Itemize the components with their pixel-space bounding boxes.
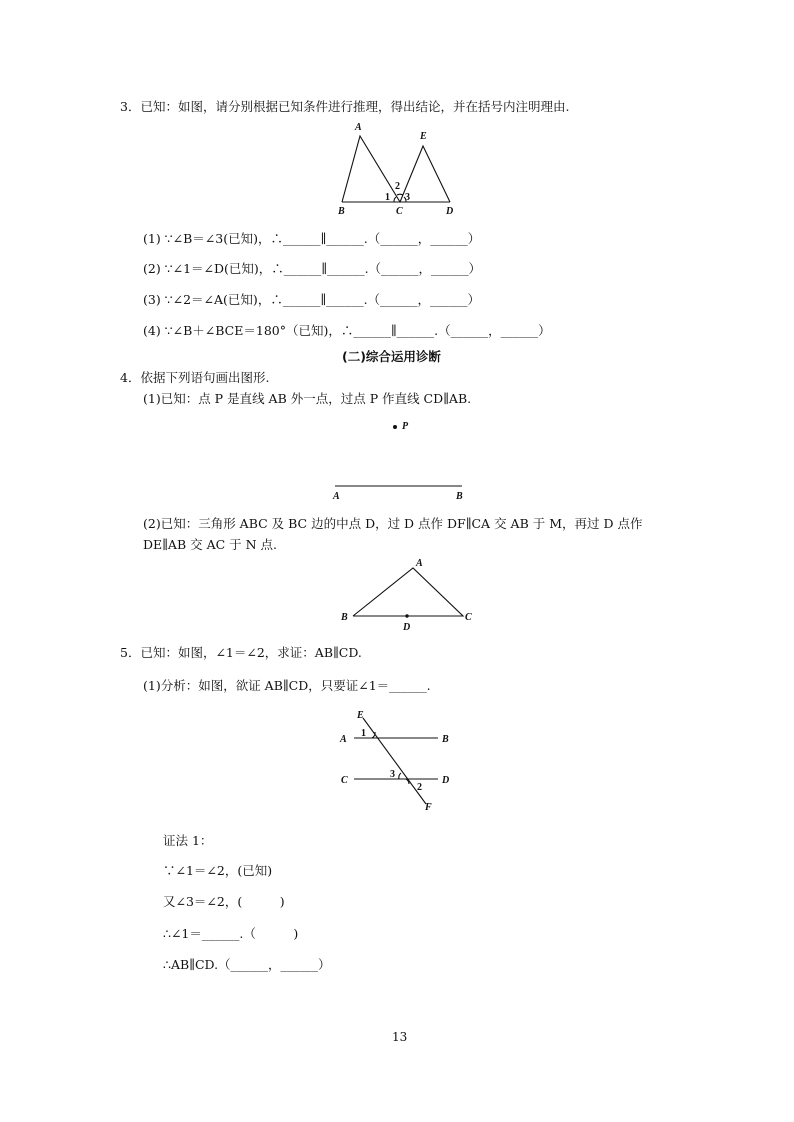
label-a: A [416,558,423,569]
label-d: D [403,622,411,633]
q4-stem: 4．依据下列语句画出图形. [120,370,270,385]
label-angle-2: 2 [417,782,422,793]
proof-line-2: 又∠3＝∠2，( ) [163,894,285,909]
label-angle-3: 3 [390,769,395,780]
label-a: A [333,491,340,502]
label-angle-2: 2 [395,181,400,192]
q5-stem: 5．已知：如图，∠1＝∠2，求证：AB∥CD. [120,645,362,660]
q3-item-2: (2) ∵∠1＝∠D(已知)，∴______∥______.（______，______） [143,261,482,276]
label-e: E [420,131,427,142]
q5-parallel-lines-figure [335,706,465,816]
label-f: F [425,802,432,813]
q3-item-1: (1) ∵∠B＝∠3(已知)，∴______∥______.（______，______） [143,231,481,246]
label-b: B [456,491,463,502]
proof-line-1: ∵∠1＝∠2，(已知) [163,863,273,878]
q4-fig2 [335,556,480,636]
triangle-abc-sides [342,136,400,202]
q3-item-4: (4) ∵∠B＋∠BCE＝180°（已知)，∴______∥______.（______，______） [143,323,551,338]
label-d: D [442,775,450,786]
triangle-abc [353,568,463,616]
q3-item-3: (3) ∵∠2＝∠A(已知)，∴______∥______.（______，______） [143,292,481,307]
label-c: C [341,775,348,786]
page-number: 13 [392,1030,408,1044]
proof-line-4: ∴AB∥CD.（______，______） [163,957,331,972]
point-p [393,425,397,429]
label-b: B [341,612,348,623]
label-e: E [357,710,364,721]
proof-line-3: ∴∠1＝______.（ ) [163,926,299,941]
q4-part2-line2: DE∥AB 交 AC 于 N 点. [143,537,278,552]
label-angle-1: 1 [385,192,390,203]
label-angle-3: 3 [405,192,410,203]
label-b: B [338,206,345,217]
label-p: P [402,421,409,432]
q4-fig1 [330,415,470,505]
proof-title: 证法 1： [163,833,213,848]
label-d: D [446,206,454,217]
section-title: (二)综合运用诊断 [342,349,441,364]
label-c: C [396,206,403,217]
q3-triangle-figure [330,118,470,218]
label-b: B [442,734,449,745]
q4-part2-line1: (2)已知：三角形 ABC 及 BC 边的中点 D，过 D 点作 DF∥CA 交 AB 于 M，再过 D 点作 [143,516,643,531]
label-a: A [355,122,362,133]
label-c: C [465,612,472,623]
q4-part1: (1)已知：点 P 是直线 AB 外一点，过点 P 作直线 CD∥AB. [143,391,472,406]
label-angle-1: 1 [361,728,366,739]
point-d [405,614,408,617]
q3-stem: 3．已知：如图，请分别根据已知条件进行推理，得出结论，并在括号内注明理由. [120,99,570,114]
q5-analysis: (1)分析：如图，欲证 AB∥CD，只要证∠1＝______. [143,678,431,693]
label-a: A [340,734,347,745]
